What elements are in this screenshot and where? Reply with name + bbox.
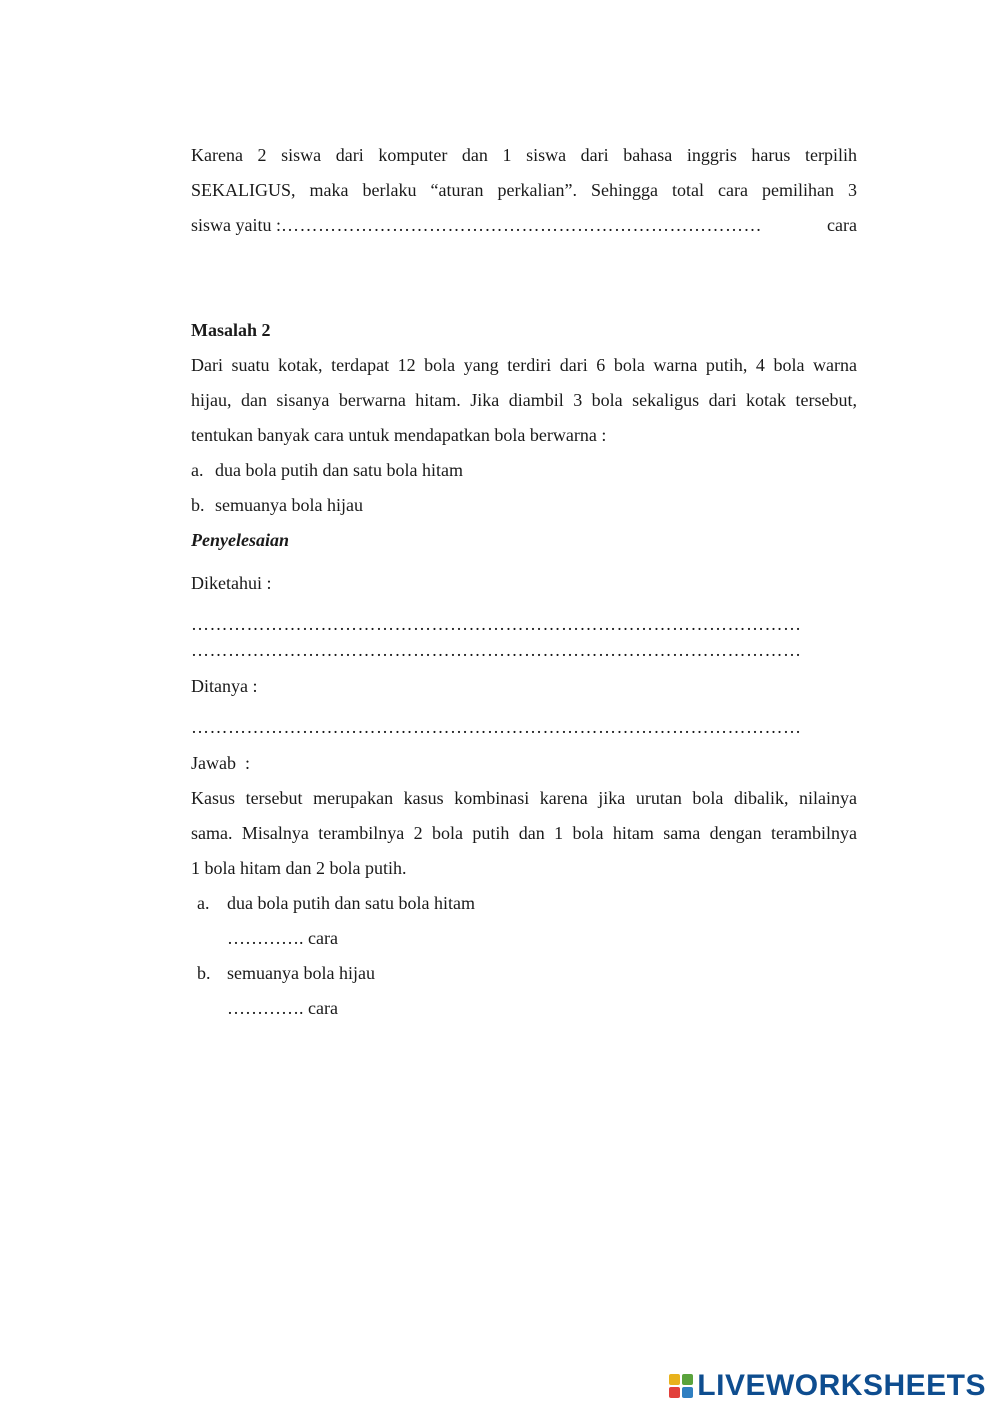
answer-blank-total[interactable]: …………………………………………………………………… [281, 215, 762, 235]
explanation-line-1: Kasus tersebut merupakan kasus kombinasi karena jika urutan bola dibalik, nilainya [191, 788, 857, 808]
problem-item-b [191, 488, 857, 523]
answer-item-a [191, 886, 857, 921]
answer-blank-b[interactable]: …………. cara [227, 998, 338, 1018]
answer-item-b-text: semuanya bola hijau [227, 963, 375, 983]
worksheet-page [191, 138, 857, 1026]
problem-statement-line-2: hijau, dan sisanya berwarna hitam. Jika diambil 3 bola sekaligus dari kotak tersebut, [191, 390, 857, 410]
answer-item-a-text: dua bola putih dan satu bola hitam [227, 893, 475, 913]
problem-title: Masalah 2 [191, 320, 271, 340]
logo-squares-icon [669, 1374, 693, 1398]
logo-square-blue [682, 1387, 693, 1398]
problem-item-b-marker: b. [191, 495, 205, 515]
asked-answer-blank[interactable]: ……………………………………………………………………………………… [191, 717, 802, 737]
problem-item-a-text: dua bola putih dan satu bola hitam [215, 460, 463, 480]
intro-line-3-end: cara [827, 215, 857, 235]
problem-statement-line-1: Dari suatu kotak, terdapat 12 bola yang terdiri dari 6 bola warna putih, 4 bola warna [191, 355, 857, 375]
liveworksheets-logo [669, 1368, 986, 1404]
answer-label: Jawab : [191, 753, 250, 773]
solution-title: Penyelesaian [191, 530, 289, 550]
intro-paragraph [191, 138, 857, 243]
logo-square-red [669, 1387, 680, 1398]
answer-item-b-marker: b. [197, 963, 211, 983]
logo-square-green [682, 1374, 693, 1385]
logo-square-yellow [669, 1374, 680, 1385]
known-label: Diketahui : [191, 573, 272, 593]
asked-label: Ditanya : [191, 676, 258, 696]
problem-item-a-marker: a. [191, 460, 204, 480]
explanation-line-3: 1 bola hitam dan 2 bola putih. [191, 858, 407, 878]
answer-blank-a[interactable]: …………. cara [227, 928, 338, 948]
answer-item-a-marker: a. [197, 893, 210, 913]
explanation-line-2: sama. Misalnya terambilnya 2 bola putih dan 1 bola hitam sama dengan terambilnya [191, 823, 857, 843]
intro-line-2: SEKALIGUS, maka berlaku “aturan perkalian”. Sehingga total cara pemilihan 3 [191, 180, 857, 200]
problem-statement-line-3: tentukan banyak cara untuk mendapatkan bola berwarna : [191, 425, 607, 445]
problem-item-b-text: semuanya bola hijau [215, 495, 363, 515]
intro-line-3-start: siswa yaitu : [191, 215, 281, 235]
intro-line-3 [191, 208, 857, 243]
logo-text: LIVEWORKSHEETS [697, 1369, 986, 1402]
problem-item-a [191, 453, 857, 488]
intro-line-1: Karena 2 siswa dari komputer dan 1 siswa dari bahasa inggris harus terpilih [191, 145, 857, 165]
answer-item-b [191, 956, 857, 991]
known-answer-blank-1[interactable]: ……………………………………………………………………………………… [191, 614, 802, 634]
known-answer-blank-2[interactable]: ……………………………………………………………………………………… [191, 640, 802, 660]
